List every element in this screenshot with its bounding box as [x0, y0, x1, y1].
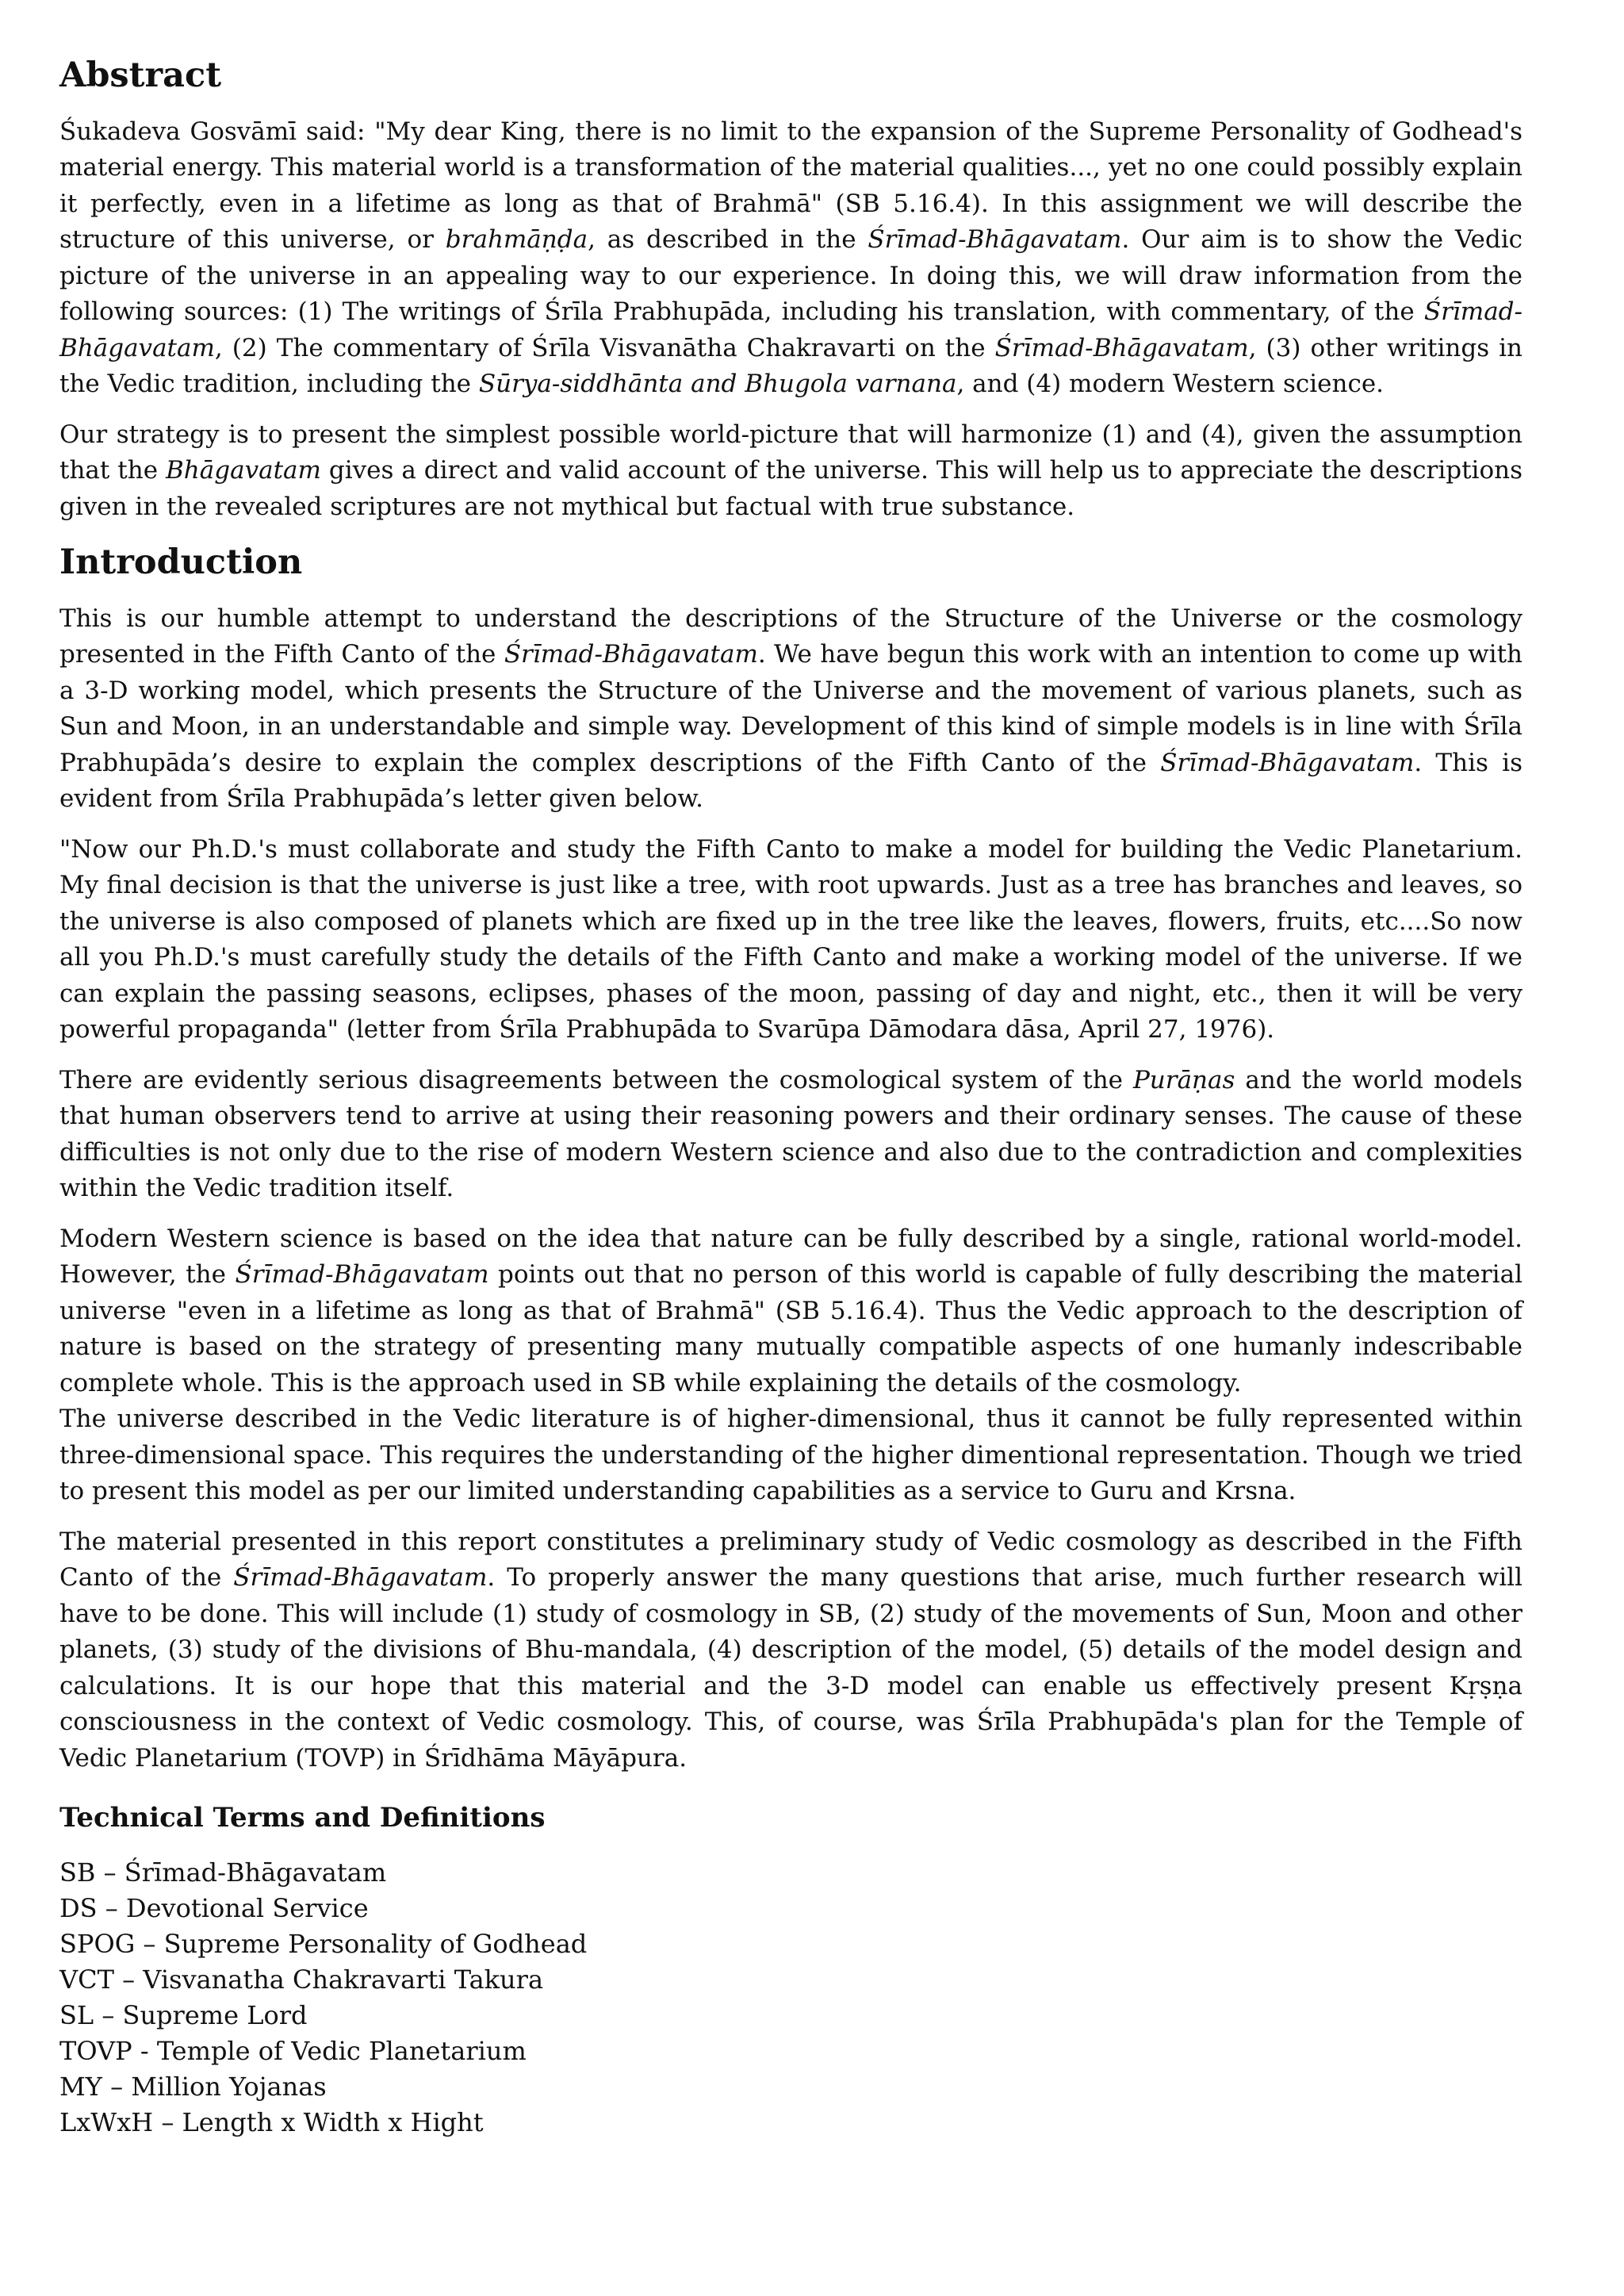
abstract-heading: Abstract [59, 56, 222, 95]
prabhupada-letter-quote: "Now our Ph.D.'s must collaborate and study the Fifth Canto to make a model for building the Vedic Planetarium. My final decision is that the universe is just like a tree, with root upwards. Just as a tree has branches and leaves, so the universe is also composed of planets which are fixed up in the tree like the leaves, flowers, fruits, etc....So now all you Ph.D.'s must carefully study the details of the Fifth Canto and make a working model of the universe. If we can explain the passing seasons, eclipses, phases of the moon, passing of day and night, etc., then it will be very powerful propaganda" (letter from Śrīla Prabhupāda to Svarūpa Dāmodara dāsa, April 27, 1976). [59, 834, 1522, 1045]
term-item: DS – Devotional Service [59, 1892, 369, 1923]
term-item: MY – Million Yojanas [59, 2071, 327, 2102]
introduction-paragraph-1: This is our humble attempt to understand the descriptions of the Structure of the Universe or the cosmology presented in the Fifth Canto of the Śrīmad-Bhāgavatam. We have begun this work with an intention to come up with a 3-D working model, which presents the Structure of the Universe and the movement of various planets, such as Sun and Moon, in an understandable and simple way. Development of this kind of simple models is in line with Śrīla Prabhupāda’s desire to explain the complex descriptions of the Fifth Canto of the Śrīmad-Bhāgavatam. This is evident from Śrīla Prabhupāda’s letter given below. [59, 604, 1522, 814]
introduction-paragraph-3: There are evidently serious disagreements between the cosmological system of the Purāṇas and the world models that human observers tend to arrive at using their reasoning powers and their ordinary senses. The cause of these difficulties is not only due to the rise of modern Western science and also due to the contradiction and complexities within the Vedic tradition itself. [59, 1065, 1522, 1203]
term-item: TOVP - Temple of Vedic Planetarium [59, 2035, 527, 2066]
abstract-paragraph-1: Śukadeva Gosvāmī said: "My dear King, there is no limit to the expansion of the Supreme Personality of Godhead's material energy. This material world is a transformation of the material qualities..., yet no one could possibly explain it perfectly, even in a lifetime as long as that of Brahmā" (SB 5.16.4). In this assignment we will describe the structure of this universe, or brahmāṇḍa, as described in the Śrīmad-Bhāgavatam. Our aim is to show the Vedic picture of the universe in an appealing way to our experience. In doing this, we will draw information from the following sources: (1) The writings of Śrīla Prabhupāda, including his translation, with commentary, of the Śrīmad-Bhāgavatam, (2) The commentary of Śrīla Visvanātha Chakravarti on the Śrīmad-Bhāgavatam, (3) other writings in the Vedic tradition, including the Sūrya-siddhānta and Bhugola varnana, and (4) modern Western science. [59, 117, 1523, 399]
terms-heading: Technical Terms and Definitions [59, 1802, 546, 1834]
term-item: VCT – Visvanatha Chakravarti Takura [59, 1964, 544, 1995]
introduction-paragraph-6: The material presented in this report constitutes a preliminary study of Vedic cosmology as described in the Fifth Canto of the Śrīmad-Bhāgavatam. To properly answer the many questions that arise, much further research will have to be done. This will include (1) study of cosmology in SB, (2) study of the movements of Sun, Moon and other planets, (3) study of the divisions of Bhu-mandala, (4) description of the model, (5) details of the model design and calculations. It is our hope that this material and the 3-D model can enable us effectively present Kṛṣṇa consciousness in the context of Vedic cosmology. This, of course, was Śrīla Prabhupāda's plan for the Temple of Vedic Planetarium (TOVP) in Śrīdhāma Māyāpura. [59, 1527, 1522, 1773]
introduction-heading: Introduction [59, 542, 303, 583]
term-item: SB – Śrīmad-Bhāgavatam [59, 1857, 387, 1888]
term-item: LxWxH – Length x Width x Hight [59, 2106, 484, 2137]
abstract-paragraph-2: Our strategy is to present the simplest possible world-picture that will harmonize (1) and (4), given the assumption that the Bhāgavatam gives a direct and valid account of the universe. This will help us to appreciate the descriptions given in the revealed scriptures are not mythical but factual with true substance. [59, 420, 1522, 521]
term-item: SL – Supreme Lord [59, 1999, 308, 2030]
term-item: SPOG – Supreme Personality of Godhead [59, 1928, 588, 1959]
introduction-paragraph-5: The universe described in the Vedic literature is of higher-dimensional, thus it cannot be fully represented within three-dimensional space. This requires the understanding of the higher dimentional representation. Though we tried to present this model as per our limited understanding capabilities as a service to Guru and Krsna. [59, 1405, 1522, 1506]
introduction-paragraph-4: Modern Western science is based on the idea that nature can be fully described by a single, rational world-model. However, the Śrīmad-Bhāgavatam points out that no person of this world is capable of fully describing the material universe "even in a lifetime as long as that of Brahmā" (SB 5.16.4). Thus the Vedic approach to the description of nature is based on the strategy of presenting many mutually compatible aspects of one humanly indescribable complete whole. This is the approach used in SB while explaining the details of the cosmology. [59, 1224, 1522, 1397]
document-page [59, 56, 1522, 2141]
terms-list [59, 1855, 1522, 2141]
